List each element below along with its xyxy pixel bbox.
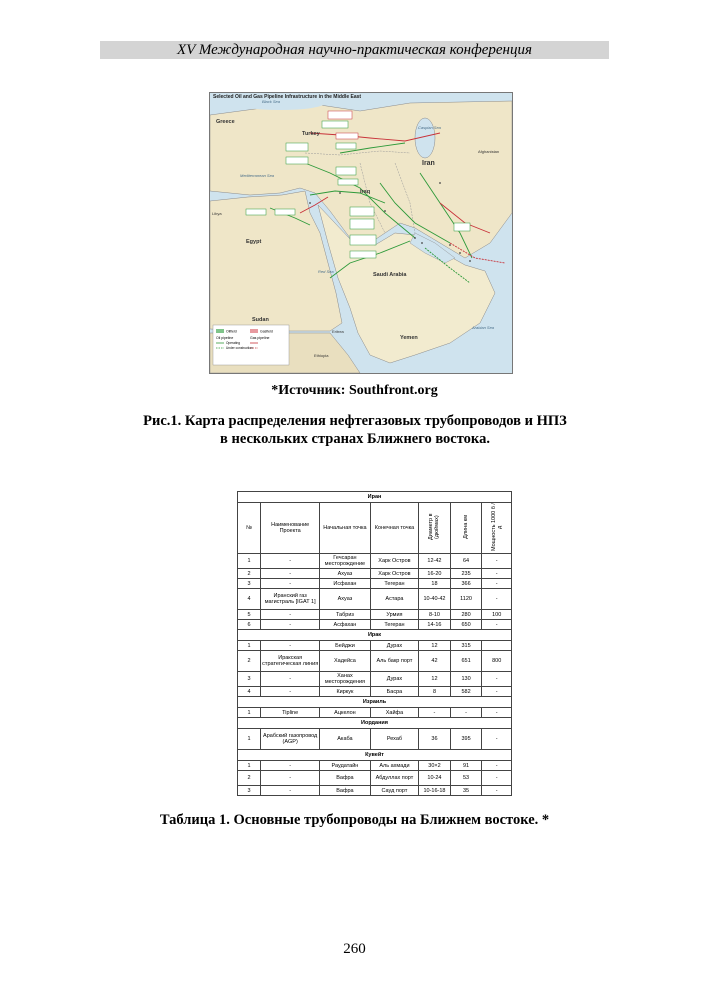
table-cell: 10-16-18 <box>419 786 451 796</box>
table-cell: - <box>261 687 320 697</box>
figure-caption-line-2: в нескольких странах Ближнего востока. <box>220 431 490 447</box>
table-cell: Вафра <box>320 771 371 786</box>
header-name: Наименование Проекта <box>261 503 320 554</box>
table-cell: 8-10 <box>419 610 451 620</box>
table-cell: Асфахан <box>320 620 371 630</box>
table-cell: 315 <box>450 641 482 651</box>
table-row <box>238 589 512 610</box>
table-cell: - <box>482 569 512 579</box>
table-country-row <box>238 630 512 641</box>
country-name: Ирак <box>238 630 512 641</box>
label-egypt: Egypt <box>246 239 262 245</box>
legend-oilfield: Oilfield <box>226 329 237 334</box>
table-cell: - <box>261 761 320 771</box>
table-cell: Иранский газ магистраль [IGAT 1] <box>261 589 320 610</box>
table-cell: Хайфа <box>370 708 418 718</box>
table-cell: 2 <box>238 771 261 786</box>
table-cell: - <box>482 771 512 786</box>
table-country-row <box>238 750 512 761</box>
label-sudan: Sudan <box>252 317 269 323</box>
table-row <box>238 771 512 786</box>
table-cell: 395 <box>450 729 482 750</box>
table-cell: Вафра <box>320 786 371 796</box>
table-cell: 582 <box>450 687 482 697</box>
table-cell: Дурах <box>370 641 418 651</box>
label-yemen: Yemen <box>400 335 418 341</box>
table-cell: 5 <box>238 610 261 620</box>
map-title: Selected Oil and Gas Pipeline Infrastructure in the Middle East <box>213 94 362 100</box>
table-cell <box>482 641 512 651</box>
label-libya: Libya <box>212 211 222 216</box>
table-cell: 8 <box>419 687 451 697</box>
table-cell: 3 <box>238 579 261 589</box>
pipeline-map <box>209 92 513 374</box>
table-cell: 91 <box>450 761 482 771</box>
table-cell: 366 <box>450 579 482 589</box>
table-cell: Харк Остров <box>370 569 418 579</box>
table-row <box>238 761 512 771</box>
label-saudi: Saudi Arabia <box>373 272 407 278</box>
table-cell: Тегеран <box>370 579 418 589</box>
table-cell: - <box>261 610 320 620</box>
country-name: Иран <box>238 492 512 503</box>
table-cell: 1 <box>238 708 261 718</box>
table-cell: Арабский газопровод (AGP) <box>261 729 320 750</box>
table-cell: Киркук <box>320 687 371 697</box>
table-cell: 650 <box>450 620 482 630</box>
table-cell: 12 <box>419 672 451 687</box>
label-afghanistan: Afghanistan <box>478 149 500 154</box>
table-cell: Бейджи <box>320 641 371 651</box>
table-cell: 10-40-42 <box>419 589 451 610</box>
table-cell: - <box>261 641 320 651</box>
label-mediterranean: Mediterranean Sea <box>240 173 275 178</box>
table-row <box>238 786 512 796</box>
table-cell: 3 <box>238 786 261 796</box>
figure-caption-line-1: Рис.1. Карта распределения нефтегазовых трубопроводов и НПЗ <box>143 413 567 429</box>
label-iran: Iran <box>422 160 435 167</box>
table-cell: Ахуаз <box>320 589 371 610</box>
label-arabian-sea: Arabian Sea <box>472 325 495 330</box>
legend-gas-pipeline: Gas pipeline <box>250 336 270 340</box>
table-cell: 651 <box>450 651 482 672</box>
table-row <box>238 569 512 579</box>
table-cell: 30×2 <box>419 761 451 771</box>
header-capacity <box>482 503 512 554</box>
table-cell: Исфахан <box>320 579 371 589</box>
legend-gasfield: Gasfield <box>260 329 273 334</box>
header-end: Конечная точка <box>370 503 418 554</box>
table-cell: - <box>482 579 512 589</box>
table-cell: Хадейса <box>320 651 371 672</box>
table-cell: 1120 <box>450 589 482 610</box>
table-cell: Акаба <box>320 729 371 750</box>
table-row <box>238 651 512 672</box>
table-cell: - <box>482 687 512 697</box>
table-cell: 4 <box>238 589 261 610</box>
table-cell: - <box>261 620 320 630</box>
table-cell: 12-42 <box>419 554 451 569</box>
table-cell: 1 <box>238 761 261 771</box>
table-cell: 36 <box>419 729 451 750</box>
table-row <box>238 729 512 750</box>
table-cell: 18 <box>419 579 451 589</box>
table-caption: Таблица 1. Основные трубопроводы на Ближнем востоке. * <box>159 812 550 828</box>
header-diameter-label: Диаметр в (дюймах) <box>428 513 441 541</box>
country-name: Иордания <box>238 718 512 729</box>
table-cell: Сауд порт <box>370 786 418 796</box>
table-cell: - <box>261 579 320 589</box>
table-cell: 64 <box>450 554 482 569</box>
label-greece: Greece <box>216 119 235 125</box>
header-start: Начальная точка <box>320 503 371 554</box>
table-country-row <box>238 697 512 708</box>
label-eritrea: Eritrea <box>332 329 344 334</box>
table-cell: - <box>261 786 320 796</box>
table-cell: 35 <box>450 786 482 796</box>
table-cell: - <box>482 786 512 796</box>
header-diameter <box>419 503 451 554</box>
header-length <box>450 503 482 554</box>
table-cell: - <box>261 569 320 579</box>
header-num: № <box>238 503 261 554</box>
table-cell: Аль бакр порт <box>370 651 418 672</box>
table-cell: 130 <box>450 672 482 687</box>
table-cell: - <box>482 589 512 610</box>
table-header-row <box>238 503 512 554</box>
table-cell: Тегеран <box>370 620 418 630</box>
table-row <box>238 708 512 718</box>
table-cell: 280 <box>450 610 482 620</box>
label-caspian: Caspian Sea <box>418 125 441 130</box>
table-cell: - <box>482 708 512 718</box>
table-cell: 6 <box>238 620 261 630</box>
map-graphic <box>210 93 512 373</box>
table-row <box>238 610 512 620</box>
table-cell: 10-24 <box>419 771 451 786</box>
table-cell: - <box>261 554 320 569</box>
table-cell: Астара <box>370 589 418 610</box>
table-country-row <box>238 718 512 729</box>
table-cell: 1 <box>238 554 261 569</box>
table-row <box>238 579 512 589</box>
label-turkey: Turkey <box>302 131 320 137</box>
table-country-row <box>238 492 512 503</box>
table-cell: - <box>261 771 320 786</box>
table-cell: 16-20 <box>419 569 451 579</box>
table-cell: Абдуллах порт <box>370 771 418 786</box>
table-cell: - <box>482 761 512 771</box>
table-cell: 53 <box>450 771 482 786</box>
table-cell: - <box>450 708 482 718</box>
table-row <box>238 554 512 569</box>
table-cell: Иракская стратегическая линия <box>261 651 320 672</box>
table-cell: Ахуаз <box>320 569 371 579</box>
label-red-sea: Red Sea <box>318 269 334 274</box>
table-cell: Ханах месторождения <box>320 672 371 687</box>
conference-header: XV Международная научно-практическая конференция <box>100 41 609 59</box>
table-cell: 12 <box>419 641 451 651</box>
table-cell: 14-16 <box>419 620 451 630</box>
table-cell: Харк Остров <box>370 554 418 569</box>
table-cell: Ацкелон <box>320 708 371 718</box>
table-cell: 4 <box>238 687 261 697</box>
figure-caption <box>90 412 620 448</box>
pipelines-table <box>237 491 512 796</box>
legend-operating: Operating <box>226 341 240 345</box>
table-cell: 42 <box>419 651 451 672</box>
table-cell: - <box>482 620 512 630</box>
country-name: Кувейт <box>238 750 512 761</box>
table-cell: 100 <box>482 610 512 620</box>
label-ethiopia: Ethiopia <box>314 353 329 358</box>
table-cell: Басра <box>370 687 418 697</box>
legend-under-construction: Under construction <box>226 346 253 350</box>
table-cell: 2 <box>238 651 261 672</box>
table-row <box>238 672 512 687</box>
table-cell: Урмия <box>370 610 418 620</box>
table-row <box>238 620 512 630</box>
table-cell: - <box>261 672 320 687</box>
table-cell: - <box>482 729 512 750</box>
table-cell: Раудатайн <box>320 761 371 771</box>
table-cell: 2 <box>238 569 261 579</box>
table-cell: 1 <box>238 729 261 750</box>
table-cell: Рехаб <box>370 729 418 750</box>
figure-source: *Источник: Southfront.org <box>271 383 438 398</box>
table-cell: - <box>482 672 512 687</box>
country-name: Израиль <box>238 697 512 708</box>
table-cell: - <box>482 554 512 569</box>
page-number: 260 <box>343 941 366 957</box>
table-row <box>238 687 512 697</box>
table-cell: Табриз <box>320 610 371 620</box>
label-black-sea: Black Sea <box>262 99 281 104</box>
table-cell: 800 <box>482 651 512 672</box>
table-cell: Аль ахмади <box>370 761 418 771</box>
header-capacity-label: Мощность 1000 б / д <box>490 503 503 551</box>
table-row <box>238 641 512 651</box>
table-cell: Tipline <box>261 708 320 718</box>
table-cell: Дурах <box>370 672 418 687</box>
legend-oil-pipeline: Oil pipeline <box>216 336 234 340</box>
label-iraq: Iraq <box>360 189 371 195</box>
table-cell: 3 <box>238 672 261 687</box>
table-cell: Гечсаран месторождение <box>320 554 371 569</box>
header-length-label: Длина км <box>463 515 470 539</box>
table-cell: - <box>419 708 451 718</box>
table-cell: 235 <box>450 569 482 579</box>
table-cell: 1 <box>238 641 261 651</box>
